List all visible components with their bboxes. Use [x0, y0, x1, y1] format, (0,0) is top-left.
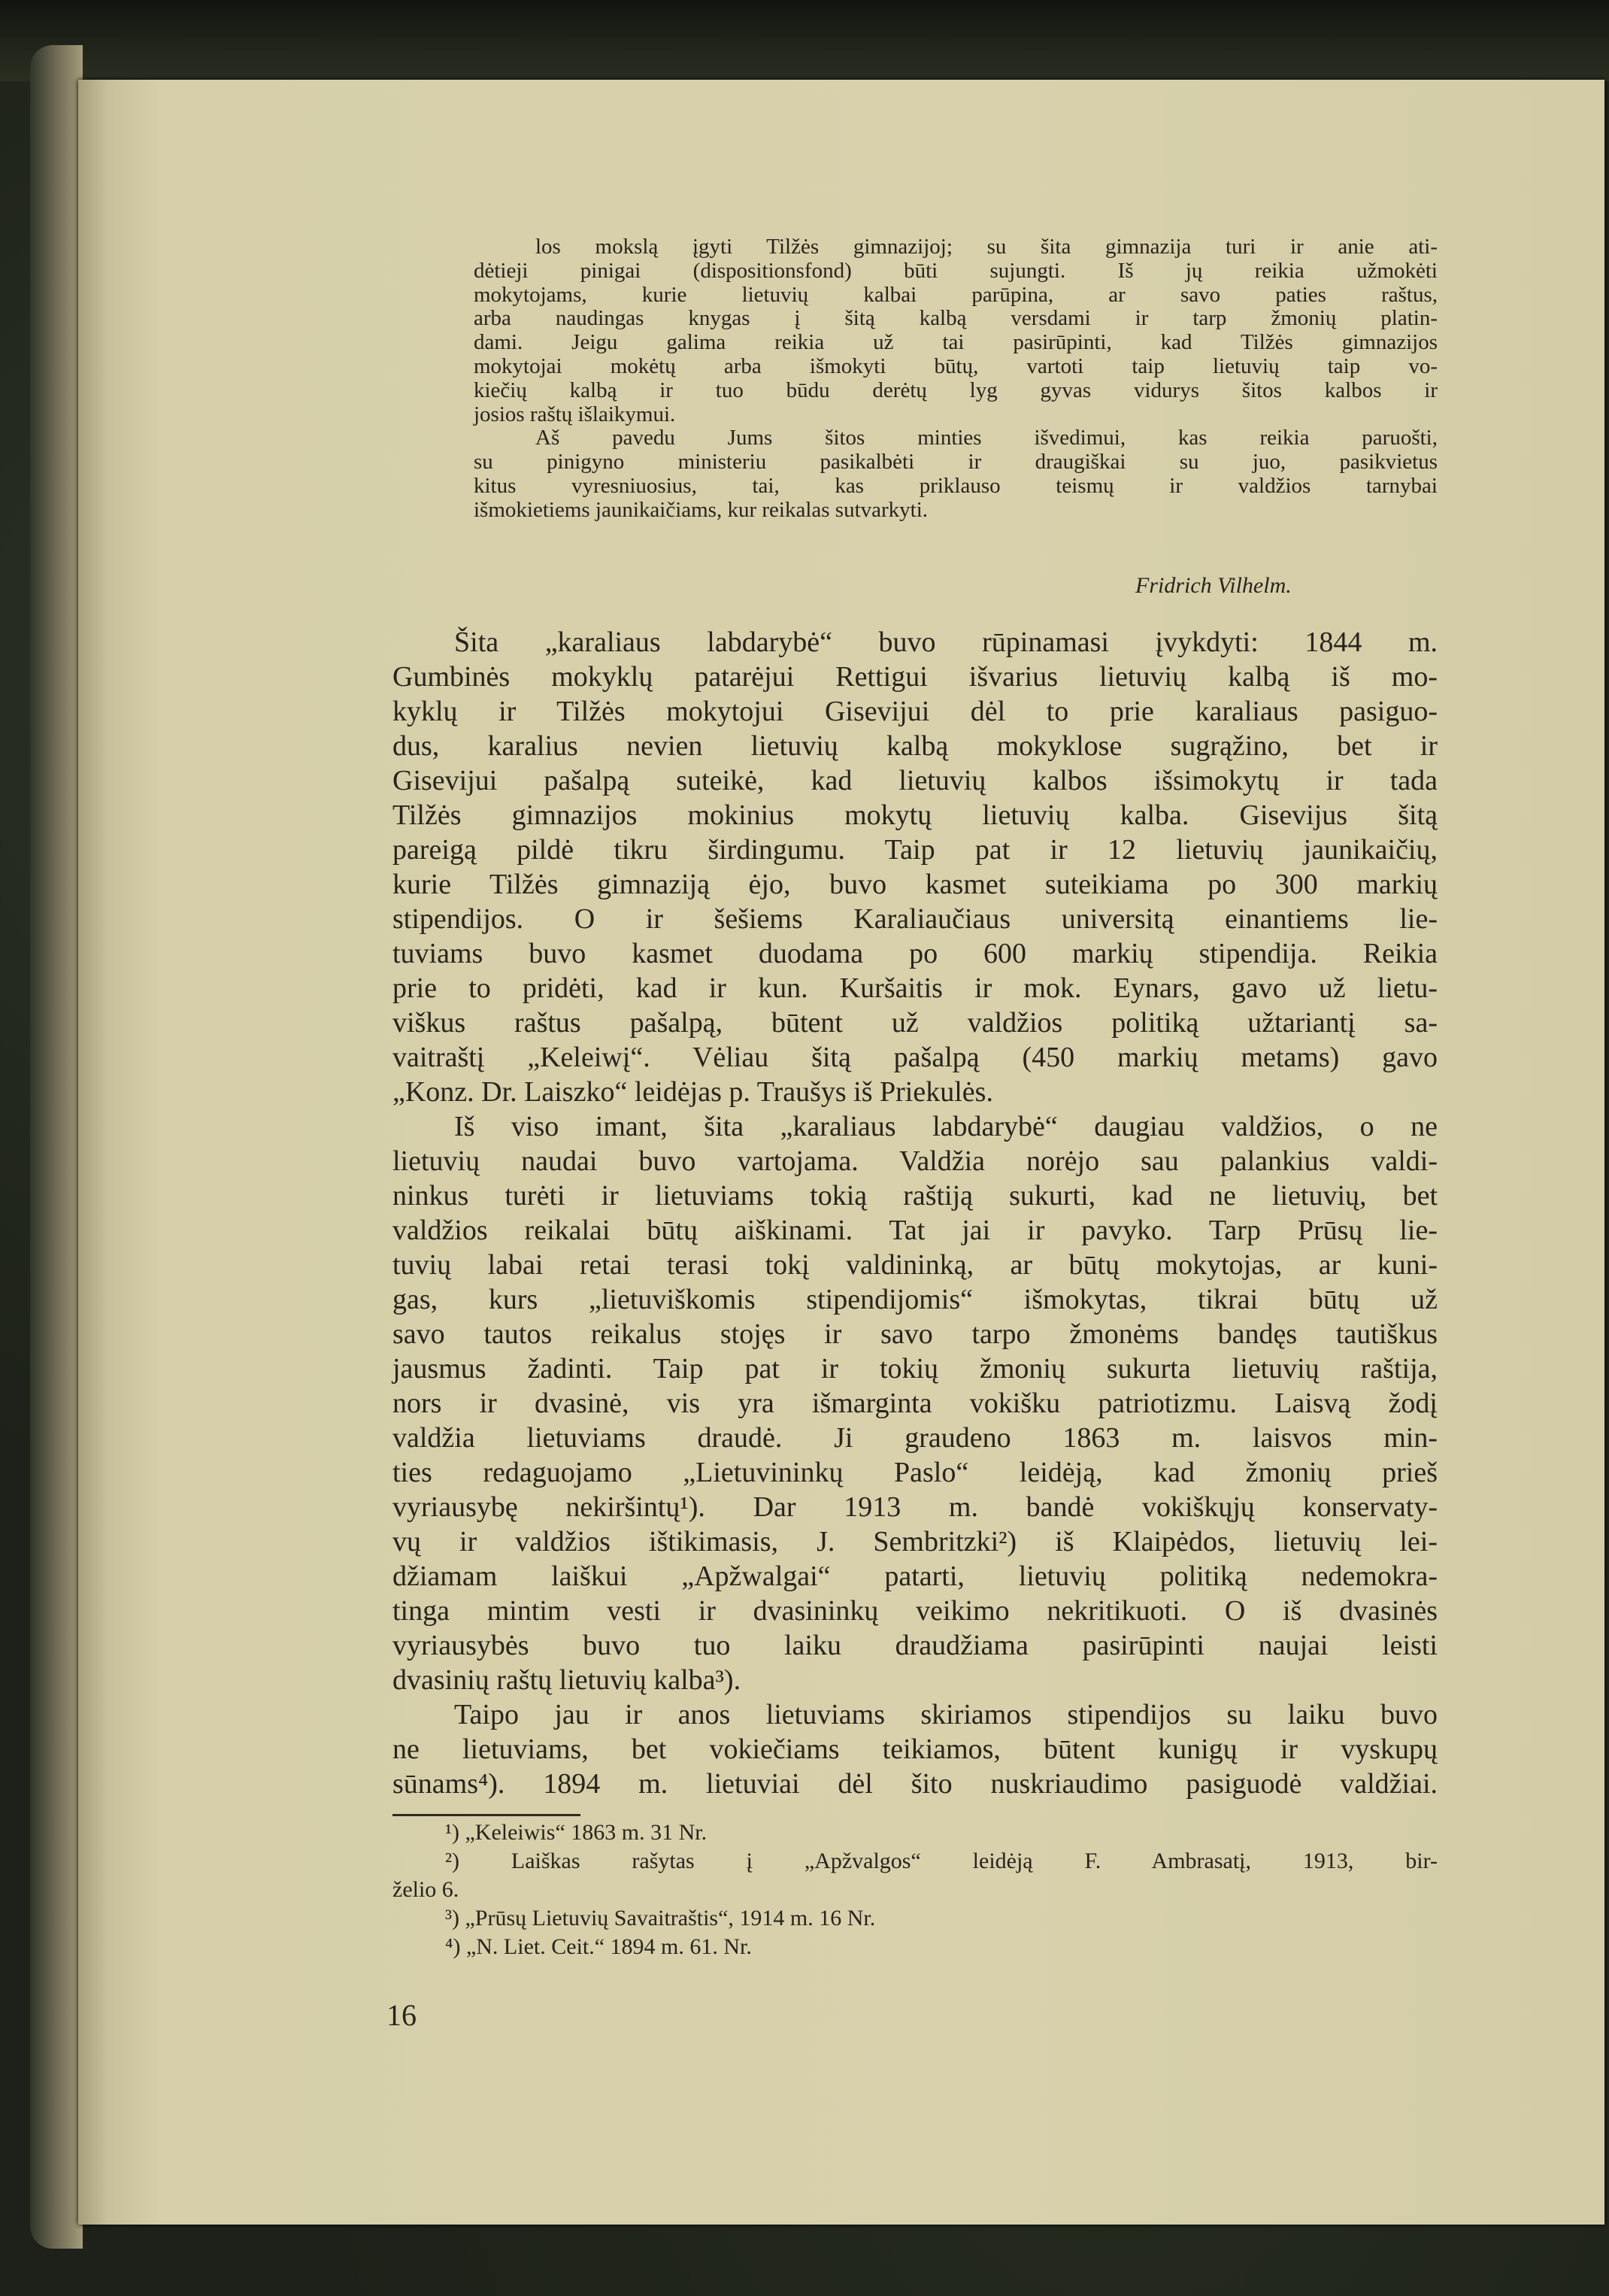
letter-line: josios raštų išlaikymui.: [474, 402, 676, 426]
text-line: vų ir valdžios ištikimasis, J. Sembritzki²) iš Klaipėdos, lietuvių lei-: [392, 1526, 1438, 1557]
text-line: Tilžės gimnazijos mokinius mokytų lietuvių kalba. Gisevijus šitą: [392, 799, 1438, 831]
footnote-line: ³) „Prūsų Lietuvių Savaitraštis“, 1914 m. 16 Nr.: [445, 1906, 876, 1931]
letter-line: su pinigyno ministeriu pasikalbėti ir draugiškai su juo, pasikvietus: [474, 450, 1438, 475]
text-line: vyriausybę nekiršintų¹). Dar 1913 m. bandė vokiškųjų konservaty-: [392, 1491, 1438, 1523]
letter-line: Aš pavedu Jums šitos minties išvedimui, kas reikia paruošti,: [535, 426, 1438, 450]
text-line: viškus raštus pašalpą, būtent už valdžios politiką užtariantį sa-: [392, 1007, 1438, 1039]
text-line: kyklų ir Tilžės mokytojui Gisevijui dėl to prie karaliaus pasiguo-: [392, 696, 1438, 727]
text-line: stipendijos. O ir šešiems Karaliaučiaus universitą einantiems lie-: [392, 903, 1438, 935]
letter-line: arba naudingas knygas į šitą kalbą versdami ir tarp žmonių platin-: [474, 306, 1438, 331]
letter-line: kiečių kalbą ir tuo būdu derėtų lyg gyvas vidurys šitos kalbos ir: [474, 378, 1438, 402]
text-line: ninkus turėti ir lietuviams tokią raštiją sukurti, kad ne lietuvių, bet: [392, 1180, 1438, 1212]
text-line: Šita „karaliaus labdarybė“ buvo rūpinamasi įvykdyti: 1844 m.: [454, 626, 1438, 658]
text-line: Gumbinės mokyklų patarėjui Rettigui išvarius lietuvių kalbą iš mo-: [392, 661, 1438, 693]
footnote-divider: [392, 1814, 580, 1816]
letter-line: dėtieji pinigai (dispositionsfond) būti sujungti. Iš jų reikia užmokėti: [474, 258, 1438, 283]
letter-line: los mokslą įgyti Tilžės gimnazijoj; su šita gimnazija turi ir anie ati-: [535, 235, 1438, 259]
text-line: džiamam laiškui „Apžwalgai“ patarti, lietuvių politiką nedemokra-: [392, 1560, 1438, 1592]
text-line: tinga mintim vesti ir dvasininkų veikimo nekritikuoti. O iš dvasinės: [392, 1595, 1438, 1627]
text-line: sūnams⁴). 1894 m. lietuviai dėl šito nuskriaudimo pasiguodė valdžiai.: [392, 1768, 1438, 1800]
text-line: „Konz. Dr. Laiszko“ leidėjas p. Traušys iš Priekulės.: [392, 1076, 993, 1108]
text-line: valdžios reikalai būtų aiškinami. Tat jai ir pavyko. Tarp Prūsų lie-: [392, 1215, 1438, 1246]
text-line: vaitraštį „Keleiwį“. Vėliau šitą pašalpą (450 markių metams) gavo: [392, 1042, 1438, 1073]
letter-line: mokytojai mokėtų arba išmokyti būtų, vartoti taip lietuvių taip vo-: [474, 354, 1438, 378]
text-line: Iš viso imant, šita „karaliaus labdarybė“ daugiau valdžios, o ne: [454, 1111, 1438, 1142]
text-line: nors ir dvasinė, vis yra išmarginta vokišku patriotizmu. Laisvą žodį: [392, 1388, 1438, 1419]
letter-signature: Fridrich Vilhelm.: [1135, 573, 1292, 598]
text-line: tuviams buvo kasmet duodama po 600 markių stipendija. Reikia: [392, 938, 1438, 969]
text-line: kurie Tilžės gimnaziją ėjo, buvo kasmet suteikiama po 300 markių: [392, 869, 1438, 900]
footnote-line: ⁴) „N. Liet. Ceit.“ 1894 m. 61. Nr.: [445, 1934, 752, 1959]
text-line: gas, kurs „lietuviškomis stipendijomis“ išmokytas, tikrai būtų už: [392, 1284, 1438, 1315]
letter-line: mokytojams, kurie lietuvių kalbai parūpina, ar savo paties raštus,: [474, 282, 1438, 307]
book-spine: [30, 45, 83, 2249]
text-line: pareigą pildė tikru širdingumu. Taip pat ir 12 lietuvių jaunikaičių,: [392, 834, 1438, 866]
text-line: Taipo jau ir anos lietuviams skiriamos stipendijos su laiku buvo: [454, 1699, 1438, 1730]
text-line: Gisevijui pašalpą suteikė, kad lietuvių kalbos išsimokytų ir tada: [392, 765, 1438, 796]
text-line: ties redaguojamo „Lietuvininkų Paslo“ leidėją, kad žmonių prieš: [392, 1457, 1438, 1488]
text-line: ne lietuviams, bet vokiečiams teikiamos, būtent kunigų ir vyskupų: [392, 1733, 1438, 1765]
footnote-line: želio 6.: [392, 1877, 459, 1902]
text-line: prie to pridėti, kad ir kun. Kuršaitis ir mok. Eynars, gavo už lietu-: [392, 972, 1438, 1004]
text-line: dvasinių raštų lietuvių kalba³).: [392, 1664, 741, 1696]
text-line: jausmus žadinti. Taip pat ir tokių žmonių sukurta lietuvių raštija,: [392, 1353, 1438, 1385]
footnote-line: ¹) „Keleiwis“ 1863 m. 31 Nr.: [445, 1820, 708, 1845]
footnote-line: ²) Laiškas rašytas į „Apžvalgos“ leidėją F. Ambrasatį, 1913, bir-: [445, 1849, 1438, 1873]
text-line: savo tautos reikalus stojęs ir savo tarpo žmonėms bandęs tautiškus: [392, 1318, 1438, 1350]
text-line: lietuvių naudai buvo vartojama. Valdžia norėjo sau palankius valdi-: [392, 1145, 1438, 1177]
letter-line: išmokietiems jaunikaičiams, kur reikalas sutvarkyti.: [474, 497, 929, 522]
book-cover-top: [0, 0, 1609, 81]
text-line: valdžia lietuviams draudė. Ji graudeno 1863 m. laisvos min-: [392, 1422, 1438, 1454]
text-line: tuvių labai retai terasi tokį valdininką, ar būtų mokytojas, ar kuni-: [392, 1249, 1438, 1281]
page-number: 16: [386, 1998, 417, 2032]
text-line: vyriausybės buvo tuo laiku draudžiama pasirūpinti naujai leisti: [392, 1630, 1438, 1661]
text-line: dus, karalius nevien lietuvių kalbą mokyklose sugrąžino, bet ir: [392, 730, 1438, 762]
letter-line: kitus vyresniuosius, tai, kas priklauso teismų ir valdžios tarnybai: [474, 474, 1438, 498]
letter-line: dami. Jeigu galima reikia už tai pasirūpinti, kad Tilžės gimnazijos: [474, 330, 1438, 355]
